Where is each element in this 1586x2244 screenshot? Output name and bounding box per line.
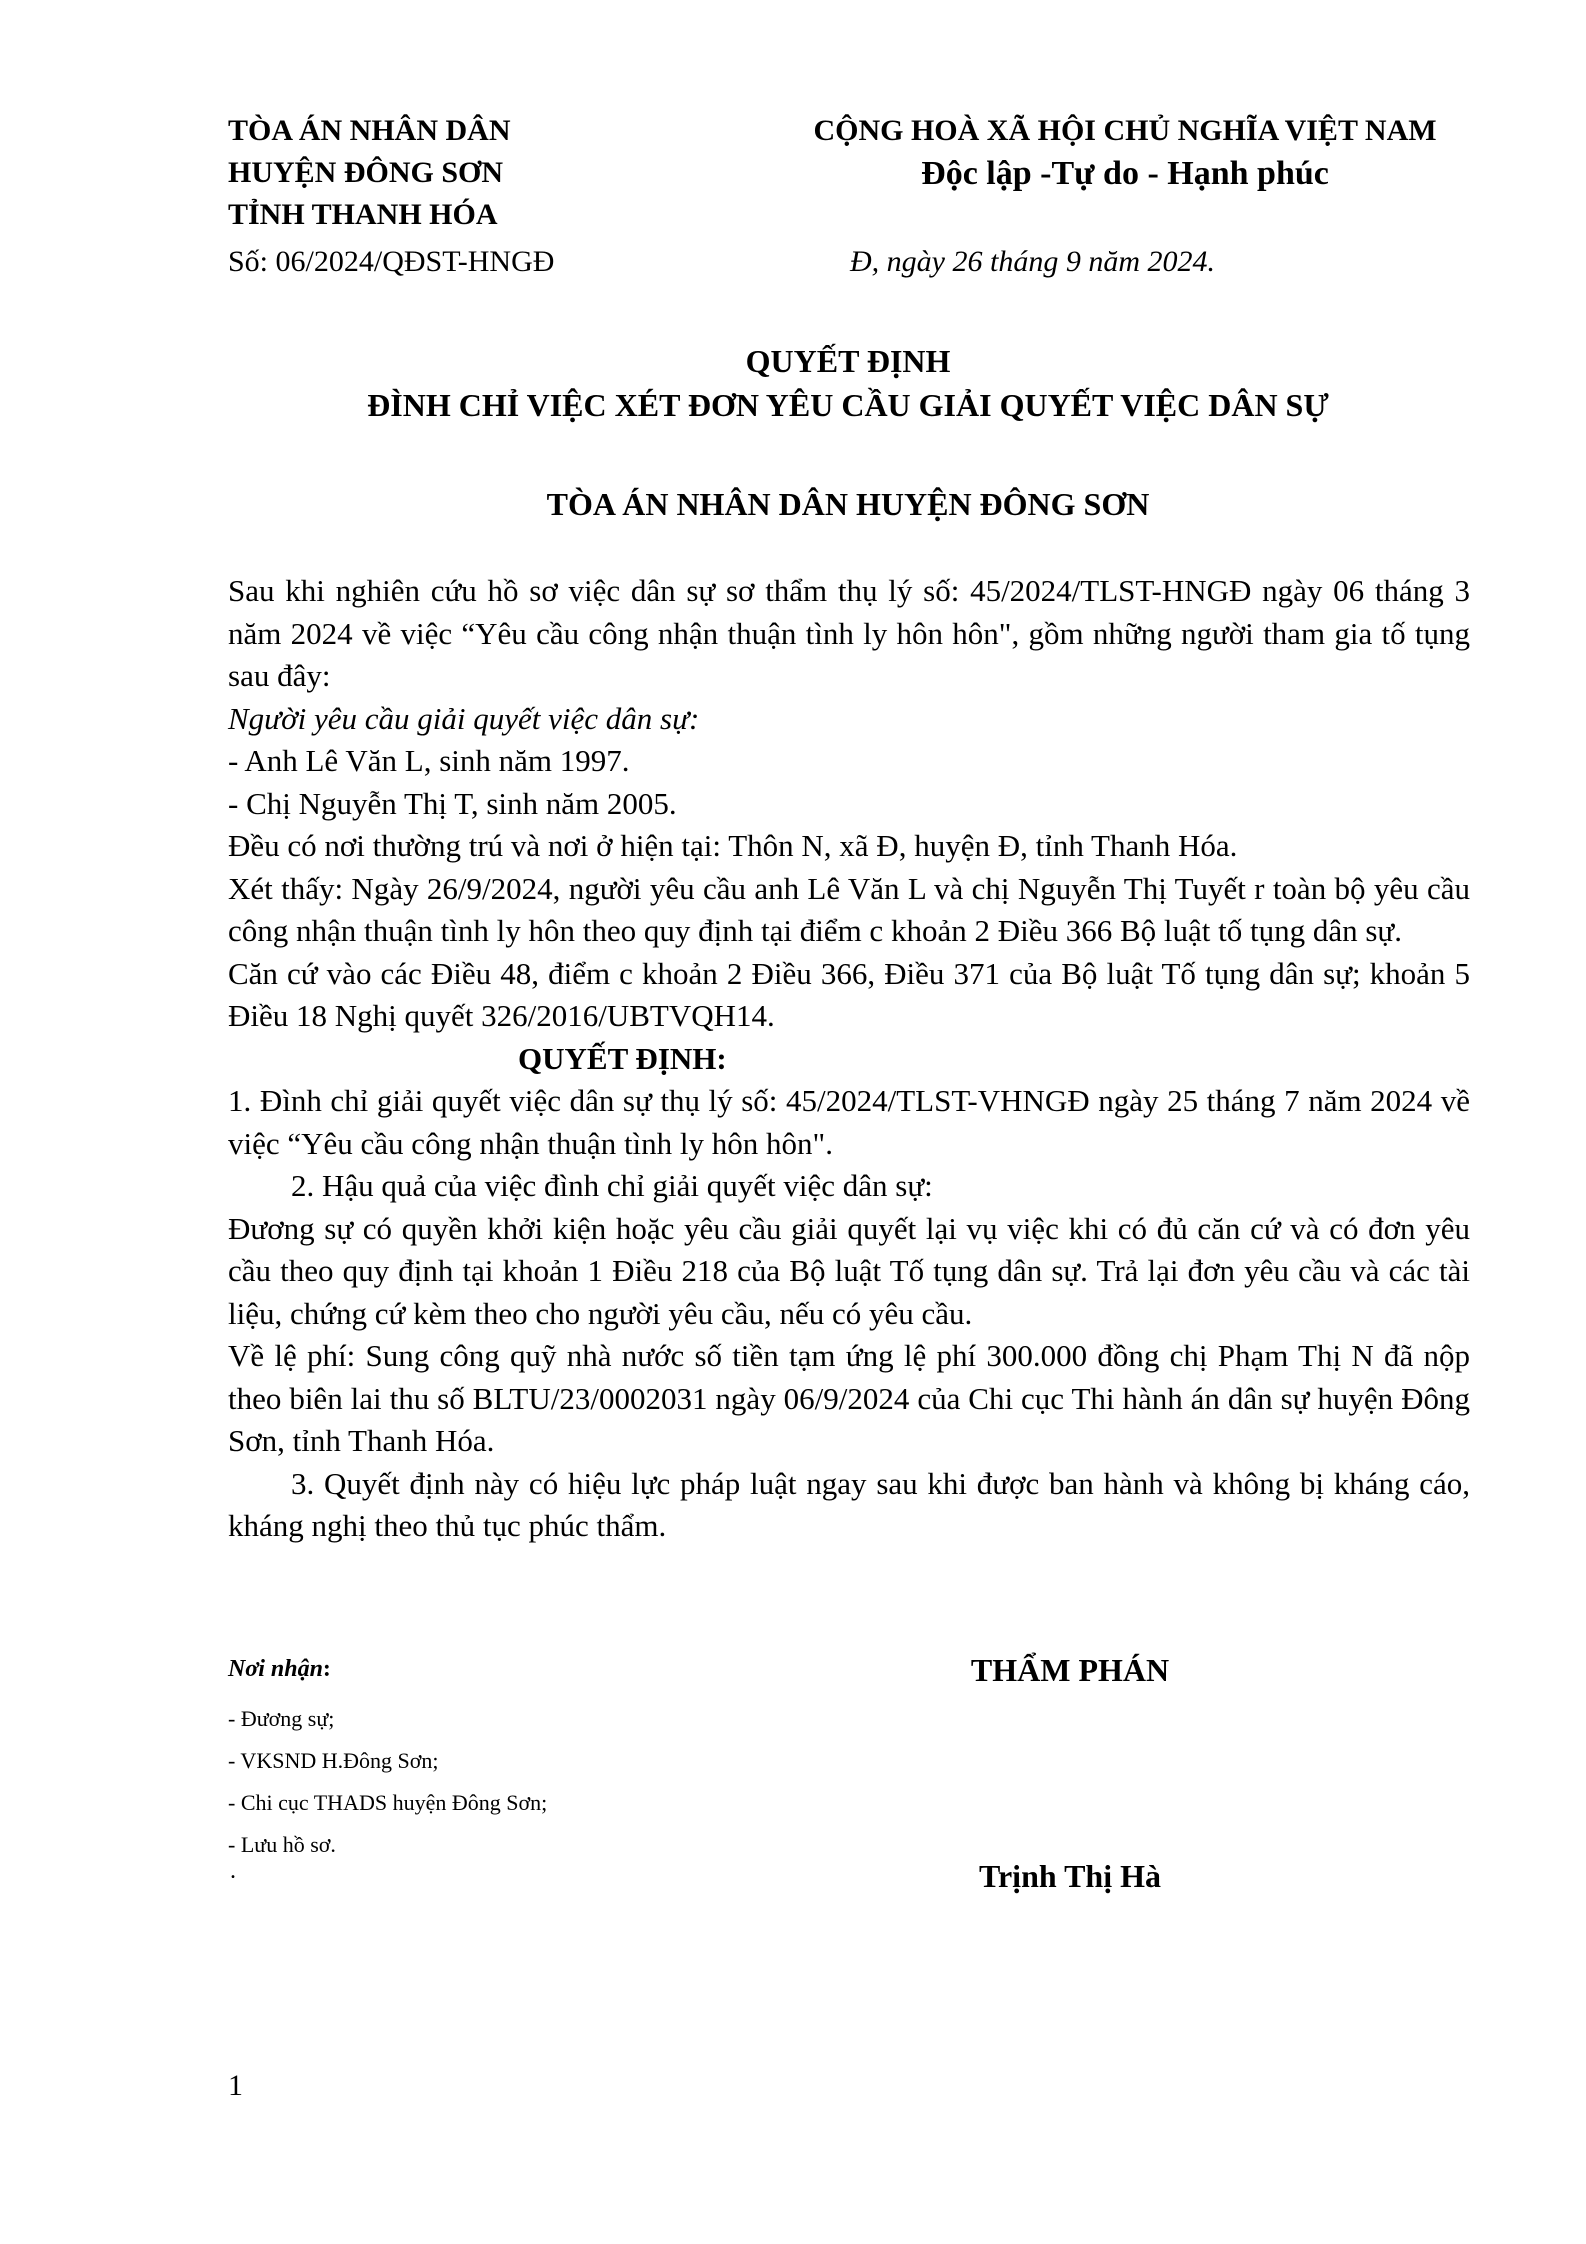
finding-paragraph: Xét thấy: Ngày 26/9/2024, người yêu cầu anh Lê Văn L và chị Nguyễn Thị Tuyết r toàn bộ yêu cầu công nhận thuận tình ly hôn theo quy định tại điểm c khoản 2 Điều 366 Bộ luật tố tụng dân sự. (228, 870, 1470, 948)
requester-2: - Chị Nguyễn Thị T, sinh năm 2005. (228, 785, 677, 821)
intro-paragraph: Sau khi nghiên cứu hồ sơ việc dân sự sơ thẩm thụ lý số: 45/2024/TLST-HNGĐ ngày 06 tháng 3 năm 2024 về việc “Yêu cầu công nhận thuận tình ly hôn hôn", gồm những người tham gia tố tụng sau đây: (228, 573, 1470, 693)
document-title: QUYẾT ĐỊNH (745, 343, 951, 379)
national-header (780, 110, 1470, 196)
decision-item-3: 3. Quyết định này có hiệu lực pháp luật ngay sau khi được ban hành và không bị kháng cáo, kháng nghị theo thủ tục phúc thẩm. (228, 1465, 1470, 1543)
court-header (228, 110, 511, 236)
document-number: Số: 06/2024/QĐST-HNGĐ (228, 245, 555, 278)
recipients-label-colon: : (322, 1656, 331, 1682)
requesters-label: Người yêu cầu giải quyết việc dân sự: (228, 700, 700, 736)
signature-role: THẨM PHÁN (970, 1652, 1170, 1688)
decision-heading: QUYẾT ĐỊNH: (518, 1040, 727, 1076)
document-date: Đ, ngày 26 tháng 9 năm 2024. (850, 245, 1215, 278)
page-number: 1 (228, 2069, 243, 2102)
nation-name: CỘNG HOÀ XÃ HỘI CHỦ NGHĨA VIỆT NAM (813, 114, 1437, 147)
court-name-line2: HUYỆN ĐÔNG SƠN (228, 156, 504, 189)
issuing-court: TÒA ÁN NHÂN DÂN HUYỆN ĐÔNG SƠN (546, 486, 1150, 522)
national-motto: Độc lập -Tự do - Hạnh phúc (921, 155, 1329, 192)
court-name-line1: TÒA ÁN NHÂN DÂN (228, 114, 511, 147)
recipient-item: - VKSND H.Đông Sơn; (228, 1748, 439, 1773)
decision-item-1: 1. Đình chỉ giải quyết việc dân sự thụ lý số: 45/2024/TLST-VHNGĐ ngày 25 tháng 7 năm 2024 về việc “Yêu cầu công nhận thuận tình ly hôn hôn". (228, 1083, 1470, 1161)
requester-1: - Anh Lê Văn L, sinh năm 1997. (228, 743, 630, 778)
fee-paragraph: Về lệ phí: Sung công quỹ nhà nước số tiền tạm ứng lệ phí 300.000 đồng chị Phạm Thị N đã nộp theo biên lai thu số BLTU/23/0002031 ngày 06/9/2024 của Chi cục Thi hành án dân sự huyện Đông Sơn, tỉnh Thanh Hóa. (228, 1338, 1470, 1458)
recipients-label-text: Nơi nhận (228, 1656, 323, 1682)
residence-paragraph: Đều có nơi thường trú và nơi ở hiện tại: Thôn N, xã Đ, huyện Đ, tỉnh Thanh Hóa. (228, 828, 1238, 863)
decision-item-2-detail: Đương sự có quyền khởi kiện hoặc yêu cầu giải quyết lại vụ việc khi có đủ căn cứ và có đơn yêu cầu theo quy định tại khoản 1 Điều 218 của Bộ luật Tố tụng dân sự. Trả lại đơn yêu cầu và các tài liệu, chứng cứ kèm theo cho người yêu cầu, nếu có yêu cầu. (228, 1210, 1470, 1331)
document-subtitle: ĐÌNH CHỈ VIỆC XÉT ĐƠN YÊU CẦU GIẢI QUYẾT VIỆC DÂN SỰ (367, 387, 1329, 423)
recipient-item: - Lưu hồ sơ. (228, 1832, 336, 1857)
recipients-block (228, 1652, 788, 1864)
signer-name: Trịnh Thị Hà (979, 1858, 1161, 1894)
document-body (228, 570, 1470, 1548)
trailing-dot: . (230, 1858, 236, 1884)
court-name-line3: TỈNH THANH HÓA (228, 198, 498, 231)
recipient-item: - Đương sự; (228, 1706, 335, 1731)
recipients-list (228, 1700, 788, 1864)
decision-item-2: 2. Hậu quả của việc đình chỉ giải quyết việc dân sự: (291, 1168, 933, 1203)
recipients-label (228, 1652, 788, 1686)
legal-basis-paragraph: Căn cứ vào các Điều 48, điểm c khoản 2 Điều 366, Điều 371 của Bộ luật Tố tụng dân sự; khoản 5 Điều 18 Nghị quyết 326/2016/UBTVQH14. (228, 955, 1470, 1033)
recipient-item: - Chi cục THADS huyện Đông Sơn; (228, 1790, 548, 1815)
